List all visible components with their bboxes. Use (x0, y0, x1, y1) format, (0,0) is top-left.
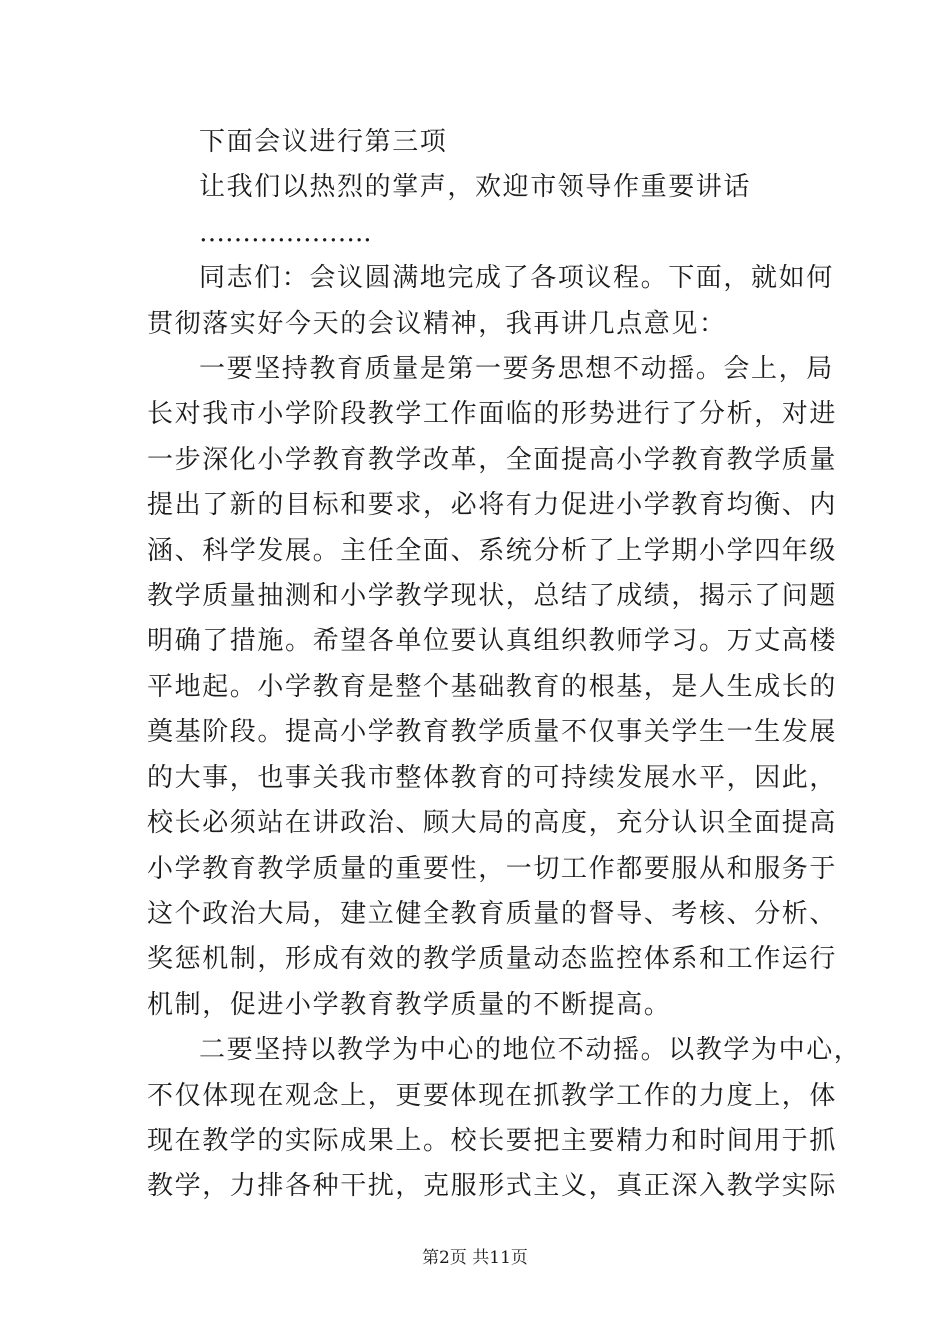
text-line: 提出了新的目标和要求，必将有力促进小学教育均衡、内 (147, 490, 838, 521)
text-line: 让我们以热烈的掌声，欢迎市领导作重要讲话 (199, 172, 752, 203)
text-line: 明确了措施。希望各单位要认真组织教师学习。万丈高楼 (147, 626, 838, 657)
text-line: 机制，促进小学教育教学质量的不断提高。 (147, 989, 672, 1020)
text-line: 奖惩机制，形成有效的教学质量动态监控体系和工作运行 (147, 944, 838, 975)
text-line: 长对我市小学阶段教学工作面临的形势进行了分析，对进 (147, 399, 838, 430)
text-line: 一步深化小学教育教学改革，全面提高小学教育教学质量 (147, 444, 838, 475)
page-footer: 第2页 共11页 (422, 1248, 528, 1268)
text-line: 奠基阶段。提高小学教育教学质量不仅事关学生一生发展 (147, 717, 838, 748)
text-line: 下面会议进行第三项 (199, 127, 448, 157)
text-line: 教学，力排各种干扰，克服形式主义，真正深入教学实际 (147, 1171, 838, 1202)
text-line: 现在教学的实际成果上。校长要把主要精力和时间用于抓 (147, 1125, 838, 1156)
text-line: 贯彻落实好今天的会议精神，我再讲几点意见： (147, 308, 727, 339)
text-line: 二要坚持以教学为中心的地位不动摇。以教学为中心， (199, 1035, 862, 1066)
text-line: 的大事，也事关我市整体教育的可持续发展水平，因此， (147, 762, 838, 793)
text-line: 同志们：会议圆满地完成了各项议程。下面，就如何 (199, 263, 834, 294)
ellipsis-line: ……………….. (199, 217, 372, 248)
text-line: 一要坚持教育质量是第一要务思想不动摇。会上，局 (199, 354, 834, 385)
text-line: 平地起。小学教育是整个基础教育的根基，是人生成长的 (147, 671, 838, 702)
text-line: 涵、科学发展。主任全面、系统分析了上学期小学四年级 (147, 535, 838, 566)
text-line: 教学质量抽测和小学教学现状，总结了成绩，揭示了问题 (147, 581, 838, 612)
text-line: 这个政治大局，建立健全教育质量的督导、考核、分析、 (147, 898, 838, 929)
text-line: 小学教育教学质量的重要性，一切工作都要服从和服务于 (147, 853, 838, 884)
text-line: 不仅体现在观念上，更要体现在抓教学工作的力度上，体 (147, 1080, 838, 1111)
text-line: 校长必须站在讲政治、顾大局的高度，充分认识全面提高 (147, 808, 838, 839)
document-body (147, 120, 862, 1210)
